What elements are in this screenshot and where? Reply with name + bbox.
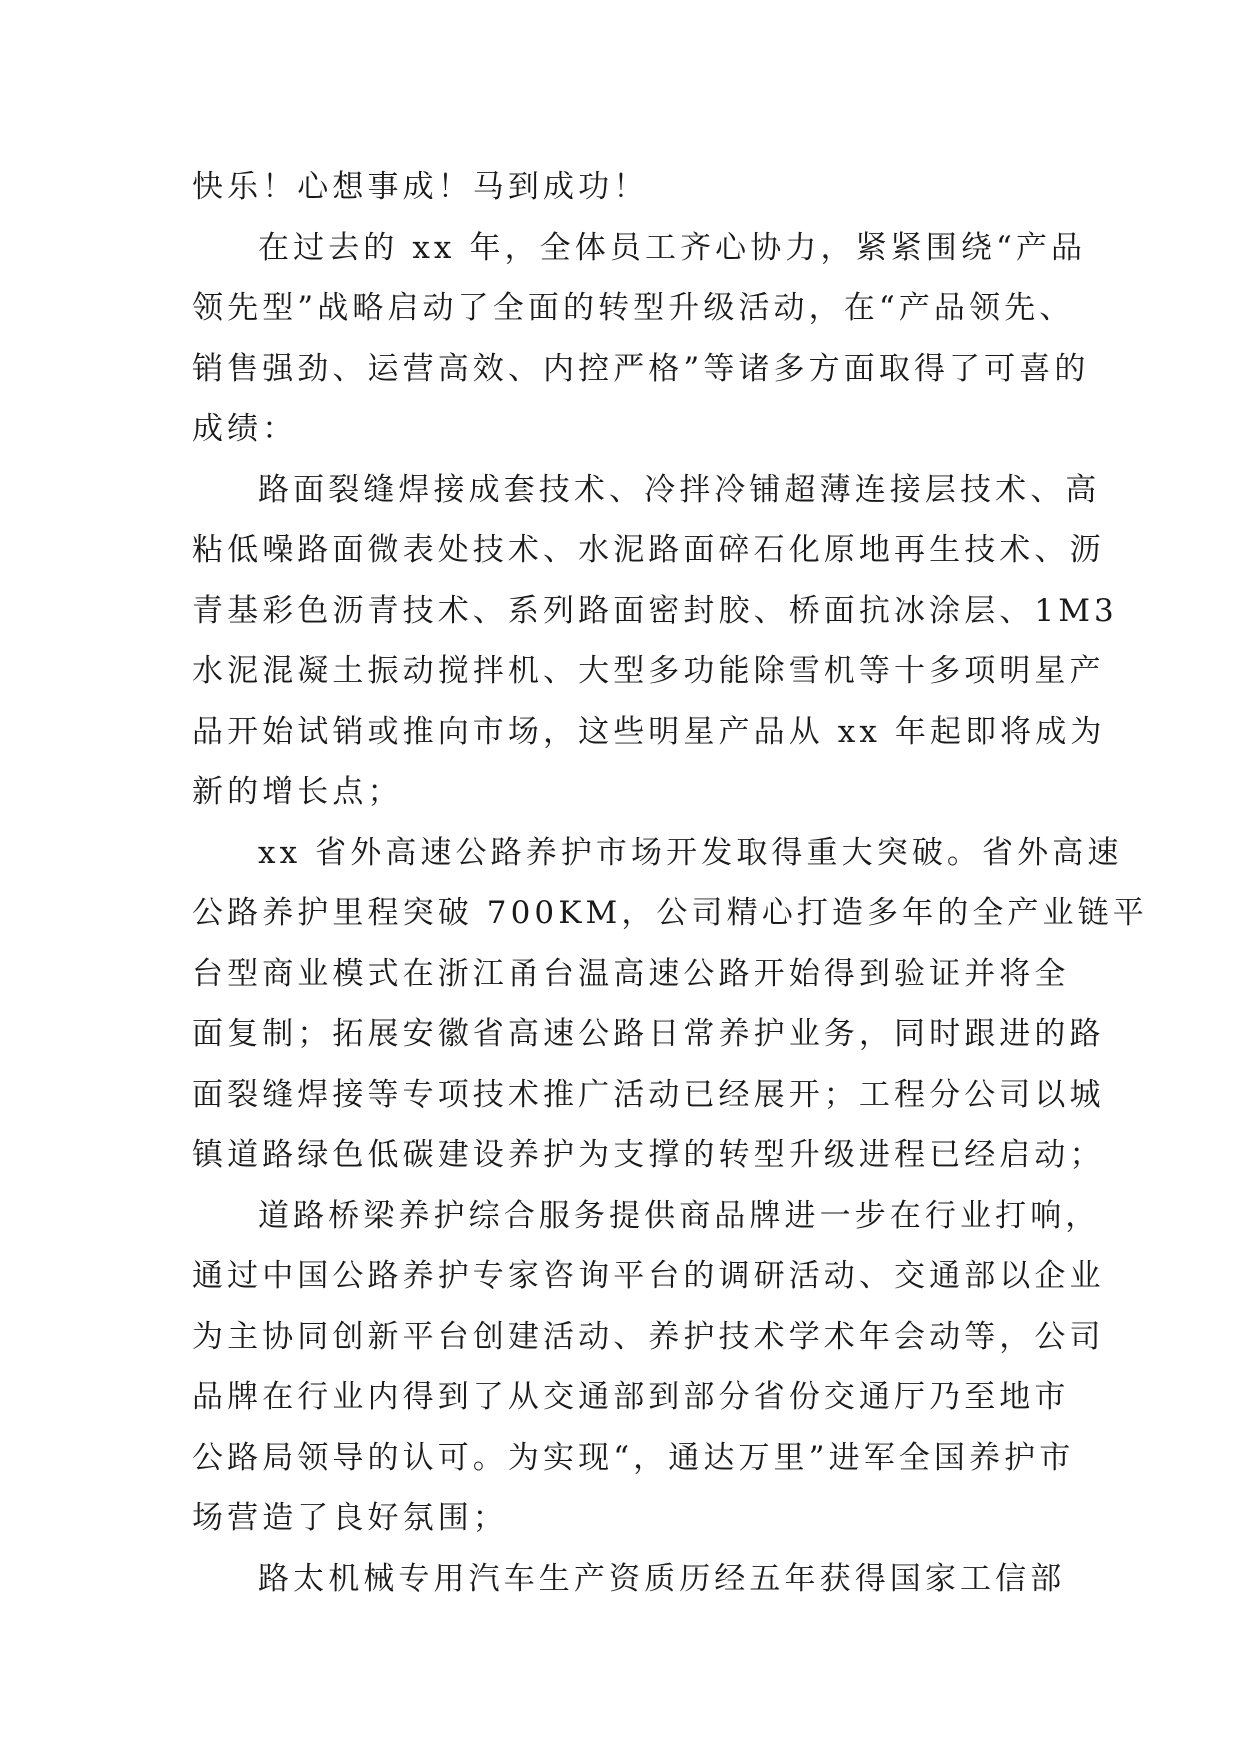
text-line: 为主协同创新平台创建活动、养护技术学术年会动等，公司	[192, 1318, 1105, 1355]
text-line: 粘低噪路面微表处技术、水泥路面碎石化原地再生技术、沥	[192, 532, 1105, 568]
paragraph-start-line: 路太机械专用汽车生产资质历经五年获得国家工信部	[258, 1560, 1066, 1597]
text-line: 面复制；拓展安徽省高速公路日常养护业务，同时跟进的路	[192, 1016, 1105, 1052]
text-line: 品开始试销或推向市场，这些明星产品从 xx 年起即将成为	[192, 713, 1106, 750]
text-line: 镇道路绿色低碳建设养护为支撑的转型升级进程已经启动；	[192, 1137, 1105, 1173]
paragraph-start-line: 在过去的 xx 年，全体员工齐心协力，紧紧围绕“产品	[258, 229, 1087, 266]
text-line: 销售强劲、运营高效、内控严格”等诸多方面取得了可喜的	[192, 350, 1090, 387]
paragraph-start-line: 路面裂缝焊接成套技术、冷拌冷铺超薄连接层技术、高	[258, 471, 1101, 508]
text-line: 成绩：	[192, 411, 298, 447]
text-line: 台型商业模式在浙江甬台温高速公路开始得到验证并将全	[192, 955, 1070, 992]
text-line: 水泥混凝土振动搅拌机、大型多功能除雪机等十多项明星产	[192, 653, 1105, 689]
text-line: 领先型”战略启动了全面的转型升级活动，在“产品领先、	[192, 290, 1075, 326]
text-line: 品牌在行业内得到了从交通部到部分省份交通厅乃至地市	[192, 1379, 1070, 1415]
text-line: 青基彩色沥青技术、系列路面密封胶、桥面抗冰涂层、1M3	[192, 592, 1118, 629]
text-line: 场营造了良好氛围；	[192, 1500, 508, 1536]
text-line: 公路局领导的认可。为实现“，通达万里”进军全国养护市	[192, 1439, 1075, 1476]
paragraph-start-line: 道路桥梁养护综合服务提供商品牌进一步在行业打响，	[258, 1197, 1101, 1234]
paragraph-start-line: xx 省外高速公路养护市场开发取得重大突破。省外高速	[258, 834, 1123, 871]
text-line: 新的增长点；	[192, 774, 403, 810]
text-line: 公路养护里程突破 700KM，公司精心打造多年的全产业链平	[192, 895, 1148, 931]
text-line: 通过中国公路养护专家咨询平台的调研活动、交通部以企业	[192, 1258, 1105, 1294]
text-line: 快乐！心想事成！马到成功！	[192, 169, 649, 205]
document-body	[192, 157, 1148, 1609]
text-line: 面裂缝焊接等专项技术推广活动已经展开；工程分公司以城	[192, 1076, 1105, 1113]
